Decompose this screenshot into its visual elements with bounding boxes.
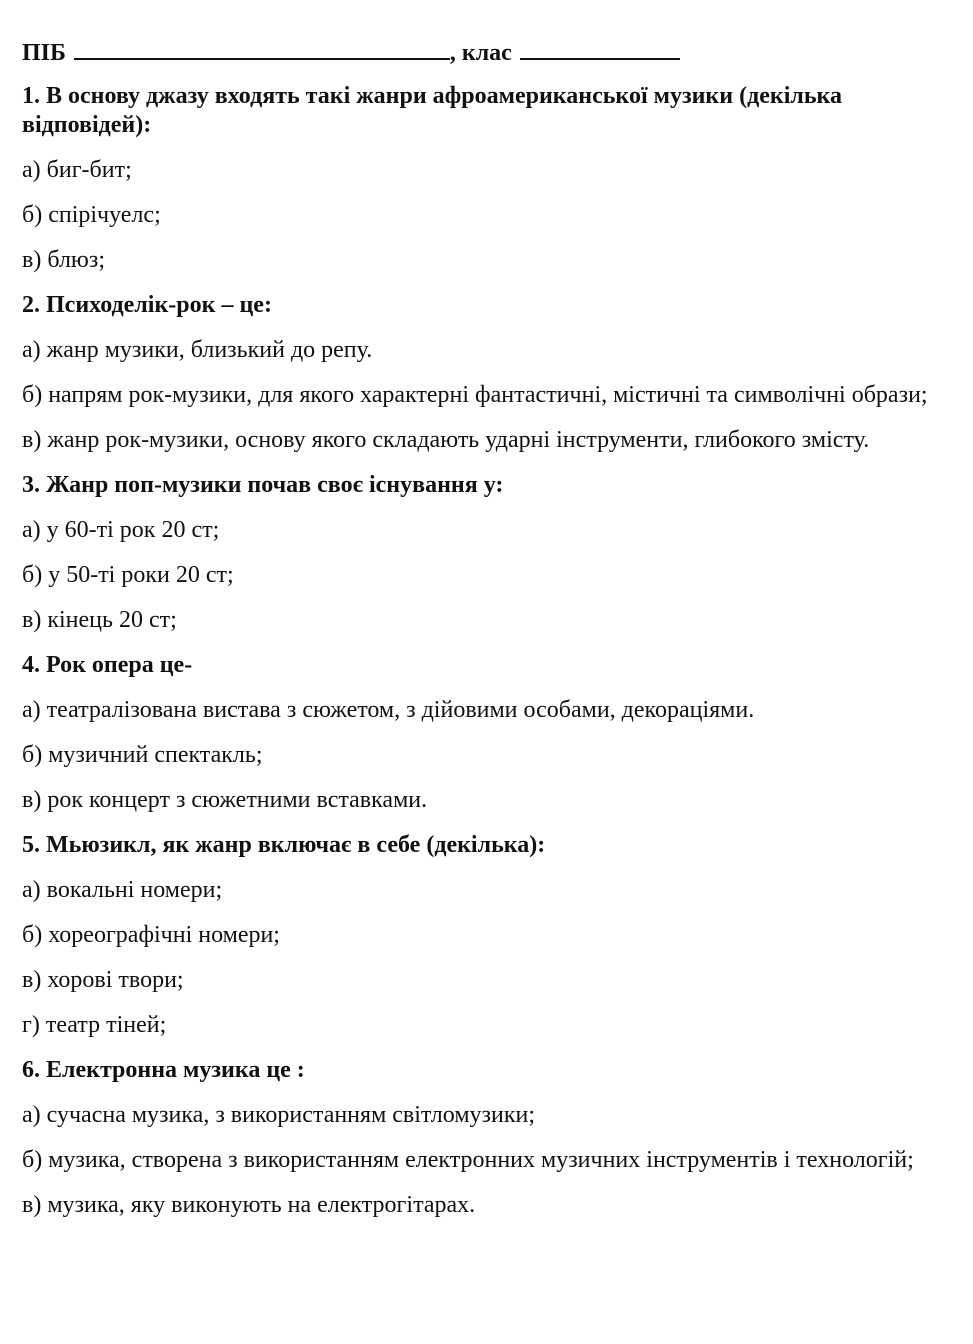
answer-option[interactable]: б) хореографічні номери;: [22, 922, 280, 948]
answer-option[interactable]: в) музика, яку виконують на електрогітарах.: [22, 1192, 476, 1218]
question-5: 5. Мьюзикл, як жанр включає в себе (декілька):: [22, 832, 546, 858]
question-block-4: [22, 651, 962, 815]
answer-option[interactable]: б) музичний спектакль;: [22, 742, 263, 768]
question-block-2: [22, 291, 962, 455]
class-label: , клас: [449, 40, 512, 66]
answer-option[interactable]: г) театр тіней;: [22, 1012, 167, 1038]
answer-option[interactable]: б) у 50-ті роки 20 ст;: [22, 562, 234, 588]
question-3: 3. Жанр поп-музики почав своє існування у:: [22, 472, 504, 498]
question-block-5: [22, 831, 962, 1040]
answer-option[interactable]: а) сучасна музика, з використанням світломузики;: [22, 1102, 535, 1128]
question-block-6: [22, 1056, 962, 1220]
question-4: 4. Рок опера це-: [22, 652, 193, 678]
question-1: 1. В основу джазу входять такі жанри афроамериканської музики (декілька відповідей):: [22, 83, 842, 138]
answer-option[interactable]: а) у 60-ті рок 20 ст;: [22, 517, 220, 543]
question-block-3: [22, 471, 962, 635]
answer-option[interactable]: а) биг-бит;: [22, 157, 132, 183]
worksheet: [22, 36, 962, 1236]
question-2: 2. Психоделік-рок – це:: [22, 292, 272, 318]
question-6: 6. Електронна музика це :: [22, 1057, 305, 1083]
question-block-1: [22, 82, 962, 275]
answer-option[interactable]: а) театралізована вистава з сюжетом, з дійовими особами, декораціями.: [22, 697, 755, 723]
answer-option[interactable]: б) напрям рок-музики, для якого характерні фантастичні, містичні та символічні образи;: [22, 382, 928, 408]
answer-option[interactable]: б) спірічуелс;: [22, 202, 161, 228]
answer-option[interactable]: а) вокальні номери;: [22, 877, 223, 903]
answer-option[interactable]: а) жанр музики, близький до репу.: [22, 337, 373, 363]
answer-option[interactable]: в) жанр рок-музики, основу якого складають ударні інструменти, глибокого змісту.: [22, 427, 870, 453]
class-blank[interactable]: [520, 36, 680, 60]
answer-option[interactable]: в) хорові твори;: [22, 967, 184, 993]
answer-option[interactable]: в) кінець 20 ст;: [22, 607, 177, 633]
answer-option[interactable]: в) рок концерт з сюжетними вставками.: [22, 787, 428, 813]
answer-option[interactable]: б) музика, створена з використанням електронних музичних інструментів і технологій;: [22, 1147, 914, 1173]
name-blank[interactable]: [74, 36, 450, 60]
name-label: ПІБ: [22, 40, 66, 66]
answer-option[interactable]: в) блюз;: [22, 247, 105, 273]
student-info-line: [22, 36, 962, 66]
